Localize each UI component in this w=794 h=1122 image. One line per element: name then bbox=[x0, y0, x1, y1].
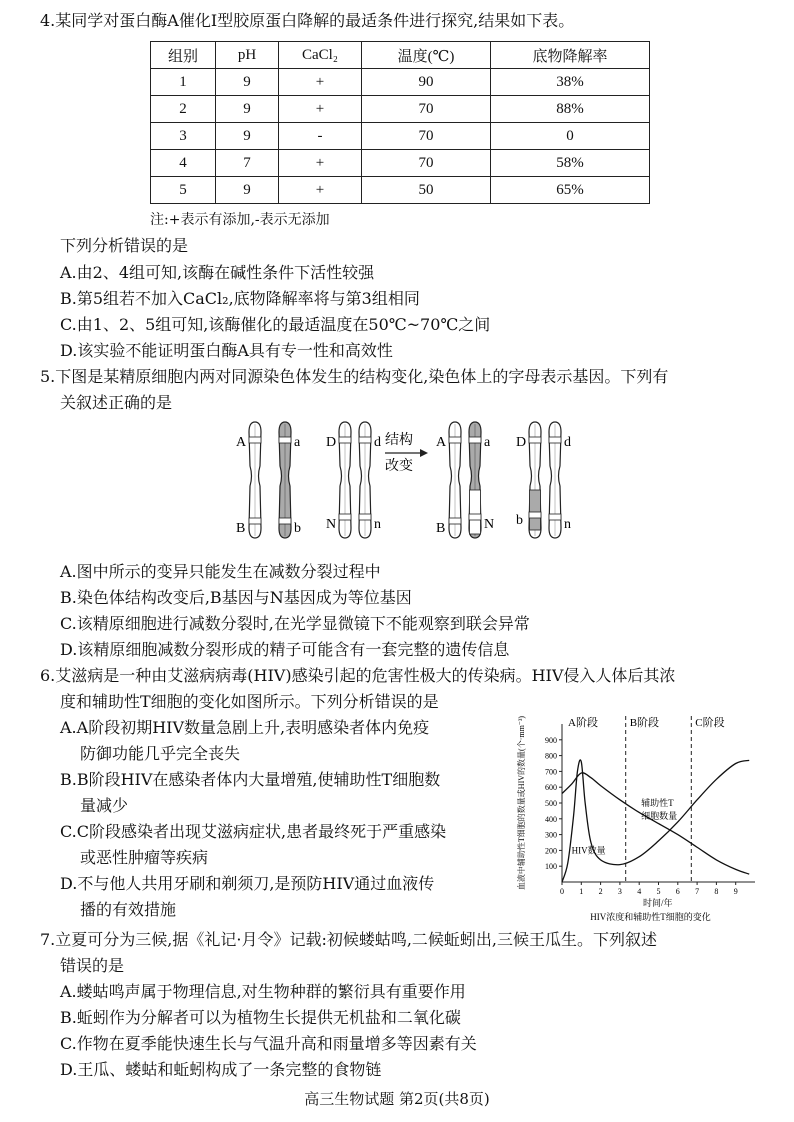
chart-y-tick-label: 500 bbox=[545, 799, 557, 808]
gene-label: b bbox=[294, 521, 301, 536]
chart-x-tick-label: 5 bbox=[656, 887, 661, 896]
chromosome-D-b-after bbox=[529, 422, 541, 538]
q7-stem-line1: 7.立夏可分为三候,据《礼记·月令》记载:初候蝼蛄鸣,二候蚯蚓出,三候王瓜生。下列叙述 bbox=[40, 930, 658, 949]
chromosome-A-B bbox=[249, 422, 261, 538]
table-header: 底物降解率 bbox=[491, 42, 650, 69]
gene-label: n bbox=[374, 517, 381, 532]
table-header: CaCl₂ bbox=[279, 42, 362, 69]
chart-x-ticks bbox=[560, 882, 738, 896]
chart-x-tick-label: 9 bbox=[733, 887, 738, 896]
chart-stage-c-label: C阶段 bbox=[695, 717, 725, 729]
gene-label: D bbox=[516, 435, 527, 450]
table-header: pH bbox=[216, 42, 279, 69]
chart-y-tick-label: 700 bbox=[545, 767, 557, 777]
table-row bbox=[151, 177, 650, 204]
gene-label: d bbox=[374, 435, 381, 450]
arrow-label: 结构 bbox=[385, 433, 413, 448]
q4-stem: 4.某同学对蛋白酶A催化Ⅰ型胶原蛋白降解的最适条件进行探究,结果如下表。 bbox=[40, 11, 575, 30]
page-footer: 高三生物试题 第2页(共8页) bbox=[304, 1090, 490, 1108]
table-row bbox=[151, 69, 650, 96]
gene-label: n bbox=[564, 517, 571, 532]
table-cell: 9 bbox=[216, 69, 279, 96]
q6-option-a-line2: 防御功能几乎完全丧失 bbox=[80, 744, 241, 763]
q4-table-note: 注:+表示有添加,-表示无添加 bbox=[150, 212, 330, 228]
chart-x-tick-label: 2 bbox=[598, 887, 603, 896]
chart-x-tick-label: 3 bbox=[617, 887, 622, 896]
chart-y-tick-label: 400 bbox=[545, 814, 557, 824]
chart-x-tick-label: 4 bbox=[637, 887, 642, 896]
table-cell: 0 bbox=[491, 123, 650, 150]
q4-option-c: C.由1、2、5组可知,该酶催化的最适温度在50℃~70℃之间 bbox=[60, 315, 491, 334]
q5-option-d: D.该精原细胞减数分裂形成的精子可能含有一套完整的遗传信息 bbox=[60, 640, 510, 659]
table-cell: 5 bbox=[151, 177, 216, 204]
chart-y-tick-label: 200 bbox=[545, 846, 557, 856]
q6-option-c-line1: C.C阶段感染者出现艾滋病症状,患者最终死于严重感染 bbox=[60, 822, 447, 841]
table-cell: 9 bbox=[216, 177, 279, 204]
table-header-row bbox=[151, 42, 650, 69]
chart-x-tick-label: 7 bbox=[695, 887, 700, 896]
q7-option-a: A.蝼蛄鸣声属于物理信息,对生物种群的繁衍具有重要作用 bbox=[60, 982, 466, 1001]
gene-label: N bbox=[484, 517, 495, 532]
chromosome-d-n bbox=[359, 422, 371, 538]
table-cell: - bbox=[279, 123, 362, 150]
chart-series-label: 辅助性T bbox=[641, 798, 674, 809]
table-header: 温度(℃) bbox=[362, 42, 491, 69]
table-cell: 65% bbox=[491, 177, 650, 204]
table-cell: 9 bbox=[216, 123, 279, 150]
arrow-head-icon bbox=[420, 449, 428, 457]
gene-label: A bbox=[436, 435, 447, 450]
table-cell: 1 bbox=[151, 69, 216, 96]
q6-option-d-line1: D.不与他人共用牙刷和剃须刀,是预防HIV通过血液传 bbox=[60, 874, 435, 893]
chart-y-tick-label: 900 bbox=[545, 735, 557, 745]
chromosome-figure bbox=[230, 420, 590, 550]
chart-y-axis-title: 血液中辅助性T细胞的数量或HIV的数量(个·mm⁻³) bbox=[517, 715, 526, 891]
chart-y-tick-label: 800 bbox=[545, 751, 557, 761]
gene-label: N bbox=[326, 517, 337, 532]
q4-option-a: A.由2、4组可知,该酶在碱性条件下活性较强 bbox=[60, 263, 375, 282]
chromosome-a-N-after bbox=[469, 422, 481, 538]
q7-option-c: C.作物在夏季能快速生长与气温升高和雨量增多等因素有关 bbox=[60, 1034, 477, 1053]
q5-option-a: A.图中所示的变异只能发生在减数分裂过程中 bbox=[60, 562, 381, 581]
q6-option-d-line2: 播的有效措施 bbox=[80, 900, 177, 919]
table-row bbox=[151, 96, 650, 123]
table-header: 组别 bbox=[151, 42, 216, 69]
chart-x-tick-label: 6 bbox=[675, 887, 680, 896]
table-cell: 7 bbox=[216, 150, 279, 177]
arrow-label: 改变 bbox=[385, 459, 413, 474]
chart-y-ticks bbox=[545, 736, 562, 871]
chromosome-D-N bbox=[339, 422, 351, 538]
chart-stage-b-label: B阶段 bbox=[629, 717, 660, 729]
chromosome-a-b bbox=[279, 422, 291, 538]
table-cell: 88% bbox=[491, 96, 650, 123]
chart-stage-a-label: A阶段 bbox=[568, 717, 598, 729]
table-row bbox=[151, 123, 650, 150]
q5-stem-line2: 关叙述正确的是 bbox=[60, 393, 173, 412]
chart-y-tick-label: 100 bbox=[545, 862, 557, 872]
gene-label: B bbox=[236, 521, 246, 536]
hiv-chart bbox=[510, 712, 770, 927]
q5-option-c: C.该精原细胞进行减数分裂时,在光学显微镜下不能观察到联会异常 bbox=[60, 614, 530, 633]
chart-x-tick-label: 8 bbox=[714, 887, 719, 896]
table-cell: 3 bbox=[151, 123, 216, 150]
q5-stem-line1: 5.下图是某精原细胞内两对同源染色体发生的结构变化,染色体上的字母表示基因。下列有 bbox=[40, 367, 669, 386]
chart-x-tick-label: 0 bbox=[560, 887, 564, 896]
q4-prompt: 下列分析错误的是 bbox=[60, 236, 189, 255]
gene-label: D bbox=[326, 435, 337, 450]
table-cell: 70 bbox=[362, 96, 491, 123]
chart-y-tick-label: 300 bbox=[545, 830, 557, 840]
table-cell: + bbox=[279, 69, 362, 96]
q6-option-c-line2: 或恶性肿瘤等疾病 bbox=[80, 848, 209, 867]
q6-option-b-line2: 量减少 bbox=[80, 796, 129, 815]
q6-stem-line1: 6.艾滋病是一种由艾滋病病毒(HIV)感染引起的危害性极大的传染病。HIV侵入人体后其浓 bbox=[40, 666, 676, 685]
gene-label: A bbox=[236, 435, 247, 450]
table-cell: 2 bbox=[151, 96, 216, 123]
table-cell: 9 bbox=[216, 96, 279, 123]
q7-option-d: D.王瓜、蝼蛄和蚯蚓构成了一条完整的食物链 bbox=[60, 1060, 382, 1079]
q4-option-d: D.该实验不能证明蛋白酶A具有专一性和高效性 bbox=[60, 341, 393, 360]
table-cell: + bbox=[279, 96, 362, 123]
table-cell: 58% bbox=[491, 150, 650, 177]
table-cell: 90 bbox=[362, 69, 491, 96]
chart-x-axis-title: 时间/年 bbox=[643, 898, 673, 908]
table-row bbox=[151, 150, 650, 177]
chart-y-tick-label: 600 bbox=[545, 783, 557, 793]
gene-label: b bbox=[516, 513, 523, 528]
q6-stem-line2: 度和辅助性T细胞的变化如图所示。下列分析错误的是 bbox=[60, 692, 439, 711]
table-cell: 50 bbox=[362, 177, 491, 204]
q5-option-b: B.染色体结构改变后,B基因与N基因成为等位基因 bbox=[60, 588, 412, 607]
chart-series-t-cells bbox=[562, 773, 749, 874]
chart-series-hiv bbox=[562, 760, 749, 882]
table-cell: 70 bbox=[362, 150, 491, 177]
gene-label: d bbox=[564, 435, 571, 450]
q6-option-b-line1: B.B阶段HIV在感染者体内大量增殖,使辅助性T细胞数 bbox=[60, 770, 441, 789]
gene-label: B bbox=[436, 521, 446, 536]
table-cell: 38% bbox=[491, 69, 650, 96]
gene-label: a bbox=[294, 435, 301, 450]
q4-option-b: B.第5组若不加入CaCl₂,底物降解率将与第3组相同 bbox=[60, 289, 420, 308]
q4-table bbox=[150, 41, 650, 204]
table-cell: 70 bbox=[362, 123, 491, 150]
chart-x-tick-label: 1 bbox=[579, 887, 584, 896]
chart-series-label: HIV数量 bbox=[571, 845, 606, 856]
chromosome-d-n-after bbox=[549, 422, 561, 538]
chart-series-label: 细胞数量 bbox=[641, 810, 678, 821]
q7-stem-line2: 错误的是 bbox=[60, 956, 125, 975]
table-cell: 4 bbox=[151, 150, 216, 177]
gene-label: a bbox=[484, 435, 491, 450]
chart-title: HIV浓度和辅助性T细胞的变化 bbox=[590, 912, 711, 922]
table-cell: + bbox=[279, 150, 362, 177]
q6-option-a-line1: A.A阶段初期HIV数量急剧上升,表明感染者体内免疫 bbox=[60, 718, 430, 737]
q7-option-b: B.蚯蚓作为分解者可以为植物生长提供无机盐和二氧化碳 bbox=[60, 1008, 461, 1027]
chromosome-A-B-after bbox=[449, 422, 461, 538]
table-cell: + bbox=[279, 177, 362, 204]
